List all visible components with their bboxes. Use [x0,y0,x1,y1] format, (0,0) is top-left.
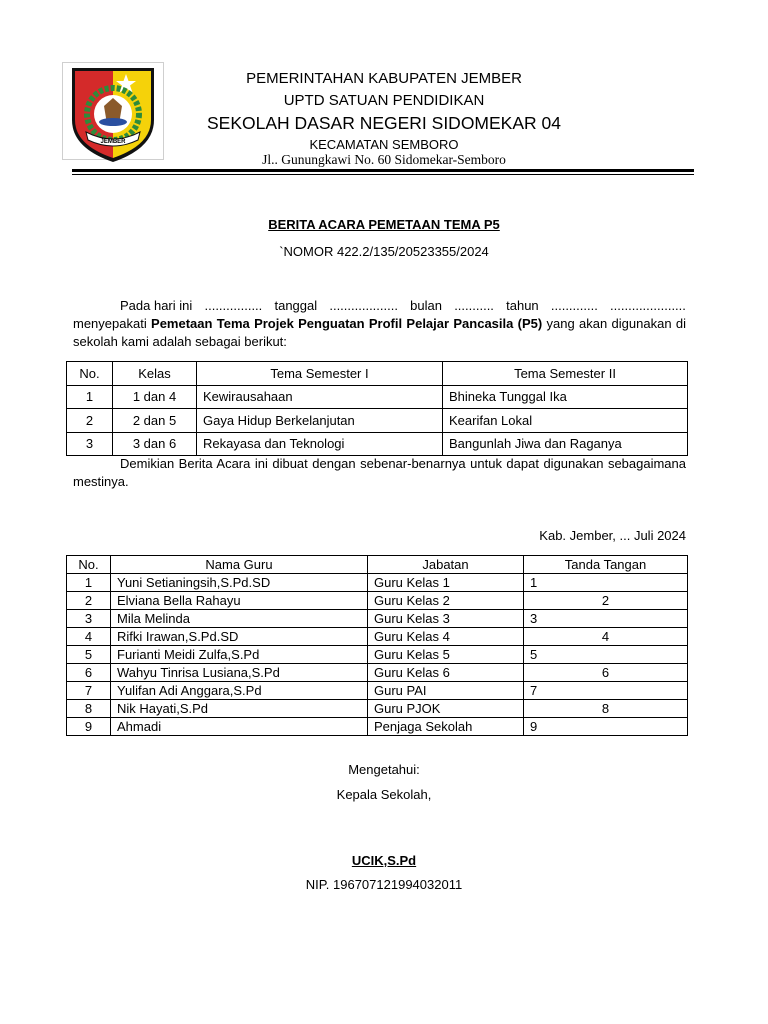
class-cell: 1 dan 4 [113,385,197,409]
document-number: `NOMOR 422.2/135/20523355/2024 [279,244,489,259]
column-header: Kelas [113,362,197,386]
teacher-name: Elviana Bella Rahayu [111,592,368,610]
date-place: Kab. Jember, ... Juli 2024 [539,528,686,543]
opening-fill-line [73,297,686,315]
class-cell: 2 dan 5 [113,409,197,433]
acknowledged-label: Mengetahui: [348,762,420,777]
signature-cell: 1 [524,574,688,592]
letterhead-divider-thin [72,174,694,175]
row-number: 1 [67,574,111,592]
school-name: SEKOLAH DASAR NEGERI SIDOMEKAR 04 [207,113,561,133]
teacher-name: Nik Hayati,S.Pd [111,700,368,718]
semester-1-theme: Gaya Hidup Berkelanjutan [197,409,443,433]
teacher-signature-table [66,555,688,736]
unit-name: UPTD SATUAN PENDIDIKAN [283,92,485,109]
teacher-name: Ahmadi [111,718,368,736]
opening-day-label: Pada hari ini [120,298,193,313]
school-address: Jl.. Gunungkawi No. 60 Sidomekar-Semboro [262,152,506,167]
opening-year-label: tahun [506,298,539,313]
column-header: Nama Guru [111,556,368,574]
table-row [67,628,688,646]
row-number: 3 [67,610,111,628]
semester-2-theme: Kearifan Lokal [443,409,688,433]
class-cell: 3 dan 6 [113,432,197,456]
table-row [67,592,688,610]
row-number: 2 [67,409,113,433]
district-name: KECAMATAN SEMBORO [309,137,459,152]
opening-day-blank: ................ [204,298,263,313]
table-row [67,409,688,433]
theme-mapping-table [66,361,688,456]
semester-1-theme: Rekayasa dan Teknologi [197,432,443,456]
teacher-position: Guru Kelas 2 [368,592,524,610]
government-name: PEMERINTAHAN KABUPATEN JEMBER [246,70,522,87]
teacher-name: Yuni Setianingsih,S.Pd.SD [111,574,368,592]
column-header: Tema Semester II [443,362,688,386]
row-number: 6 [67,664,111,682]
table-row [67,610,688,628]
teacher-position: Guru PJOK [368,700,524,718]
jember-regency-emblem-icon [62,62,164,172]
signature-cell: 5 [524,646,688,664]
teacher-name: Yulifan Adi Anggara,S.Pd [111,682,368,700]
table-row [67,646,688,664]
table-row [67,700,688,718]
opening-prefix: menyepakati [73,316,147,331]
table-row [67,432,688,456]
teacher-position: Penjaga Sekolah [368,718,524,736]
column-header: No. [67,556,111,574]
table-header-row [67,362,688,386]
semester-1-theme: Kewirausahaan [197,385,443,409]
signature-cell: 9 [524,718,688,736]
table-row [67,682,688,700]
semester-2-theme: Bangunlah Jiwa dan Raganya [443,432,688,456]
teacher-position: Guru PAI [368,682,524,700]
letterhead-divider-thick [72,169,694,172]
signature-cell: 7 [524,682,688,700]
teacher-position: Guru Kelas 6 [368,664,524,682]
teacher-position: Guru Kelas 3 [368,610,524,628]
table-row [67,574,688,592]
teacher-name: Wahyu Tinrisa Lusiana,S.Pd [111,664,368,682]
opening-date-label: tanggal [274,298,318,313]
table-row [67,718,688,736]
row-number: 4 [67,628,111,646]
teacher-name: Mila Melinda [111,610,368,628]
row-number: 8 [67,700,111,718]
opening-body [73,315,686,351]
signature-cell: 8 [524,700,688,718]
opening-month-label: bulan [410,298,442,313]
row-number: 5 [67,646,111,664]
opening-date-blank: ................... [329,298,398,313]
semester-2-theme: Bhineka Tunggal Ika [443,385,688,409]
closing-paragraph [73,455,686,491]
opening-paragraph [73,297,686,351]
signature-cell: 4 [524,628,688,646]
teacher-position: Guru Kelas 1 [368,574,524,592]
opening-month-blank: ........... [454,298,494,313]
row-number: 2 [67,592,111,610]
row-number: 7 [67,682,111,700]
teacher-position: Guru Kelas 5 [368,646,524,664]
table-row [67,385,688,409]
signature-cell: 3 [524,610,688,628]
column-header: No. [67,362,113,386]
closing-text: Demikian Berita Acara ini dibuat dengan sebenar-benarnya untuk dapat digunakan sebagaimana mestinya. [73,456,686,489]
row-number: 1 [67,385,113,409]
row-number: 9 [67,718,111,736]
signature-cell: 6 [524,664,688,682]
opening-suffix: yang akan digunakan di sekolah kami adalah sebagai berikut: [73,316,686,349]
table-row [67,664,688,682]
column-header: Tema Semester I [197,362,443,386]
opening-extra-blank: ..................... [610,298,686,313]
column-header: Jabatan [368,556,524,574]
table-header-row [67,556,688,574]
column-header: Tanda Tangan [524,556,688,574]
teacher-name: Rifki Irawan,S.Pd.SD [111,628,368,646]
principal-name: UCIK,S.Pd [351,853,417,868]
emblem-ribbon-text: JEMBER [100,139,126,145]
opening-bold-phrase: Pemetaan Tema Projek Penguatan Profil Pelajar Pancasila (P5) [151,316,543,331]
opening-year-blank: ............. [550,298,598,313]
teacher-position: Guru Kelas 4 [368,628,524,646]
teacher-name: Furianti Meidi Zulfa,S.Pd [111,646,368,664]
principal-nip: NIP. 196707121994032011 [305,877,463,892]
principal-role: Kepala Sekolah, [336,787,432,802]
signature-cell: 2 [524,592,688,610]
document-title: BERITA ACARA PEMETAAN TEMA P5 [268,217,500,232]
row-number: 3 [67,432,113,456]
